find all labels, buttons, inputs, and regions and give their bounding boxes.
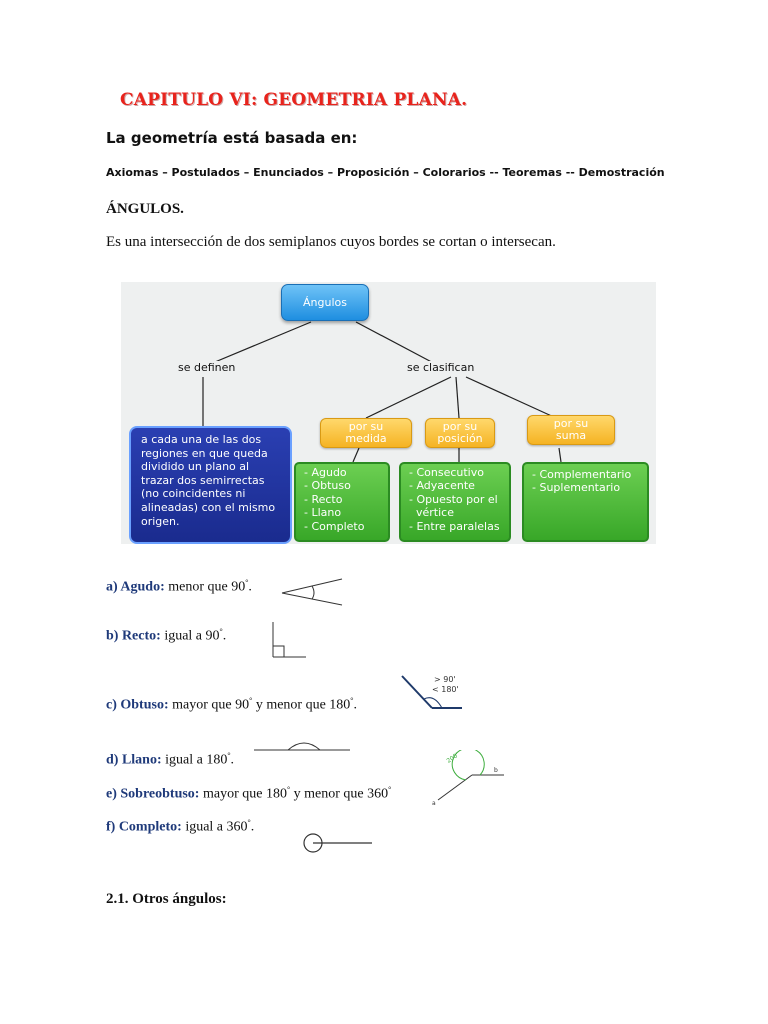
angle-label: a) Agudo: — [106, 579, 165, 595]
angle-text: y menor que 360 — [290, 786, 389, 802]
category-label: por su — [553, 417, 589, 430]
list-item: - Recto — [304, 492, 343, 506]
definition-box — [129, 426, 292, 544]
angle-agudo — [106, 578, 252, 596]
angle-label: c) Obtuso: — [106, 697, 169, 713]
angle-text: igual a 90 — [160, 628, 220, 644]
definition-line: alineadas) con el mismo — [141, 500, 276, 514]
angle-text: mayor que 90 — [168, 697, 250, 713]
degree-mark: ° — [247, 818, 251, 827]
angle-label: b) Recto: — [106, 628, 161, 644]
degree-mark: ° — [388, 785, 392, 794]
category-medida — [320, 418, 412, 448]
concepts-line: Axiomas – Postulados – Enunciados – Proposición – Colorarios -- Teoremas -- Demostración — [106, 166, 665, 179]
concept-map — [121, 282, 656, 544]
category-label: posición — [437, 432, 483, 445]
items-medida — [294, 462, 390, 542]
list-item: - Complementario — [532, 468, 632, 481]
reflex-angle-figure — [428, 750, 508, 810]
list-item: - Obtuso — [304, 479, 351, 493]
subtitle: La geometría está basada en: — [106, 129, 358, 147]
items-suma — [522, 462, 649, 542]
list-item: - Completo — [304, 519, 365, 533]
category-posicion — [425, 418, 495, 448]
angle-tail: . — [250, 819, 255, 835]
definition-line: dividido un plano al — [141, 460, 250, 474]
degree-mark: ° — [227, 751, 231, 760]
degree-mark: ° — [286, 785, 291, 794]
angle-sobreobtuso — [106, 785, 391, 803]
definition-line: (no coincidentes ni — [141, 487, 246, 501]
degree-mark: ° — [245, 578, 249, 587]
obtuse-gt-label: > 90' — [434, 675, 456, 684]
reflex-a-label: a — [432, 800, 436, 807]
angle-text: y menor que 180 — [252, 697, 351, 713]
degree-mark: ° — [350, 696, 354, 705]
branch-right-label: se clasifican — [407, 361, 475, 374]
reflex-b-label: b — [494, 767, 498, 774]
list-item: - Entre paralelas — [409, 519, 500, 533]
angle-text: igual a 180 — [161, 752, 228, 768]
angle-text: igual a 360 — [181, 819, 248, 835]
definition-line: trazar dos semirrectas — [141, 473, 265, 487]
angle-obtuso — [106, 696, 357, 714]
category-label: medida — [345, 432, 387, 445]
right-angle-figure — [268, 620, 308, 660]
list-item: - Opuesto por el — [409, 492, 498, 506]
category-label: por su — [442, 420, 478, 433]
angle-text: menor que 90 — [164, 579, 246, 595]
definition-line: a cada una de las dos — [141, 433, 262, 446]
angle-label: d) Llano: — [106, 752, 162, 768]
angle-tail: . — [222, 628, 227, 644]
reflex-arc-label: 200' — [445, 751, 461, 765]
angulos-definition: Es una intersección de dos semiplanos cuyos bordes se cortan o intersecan. — [106, 234, 556, 250]
acute-angle-figure — [278, 575, 348, 611]
angle-tail: . — [230, 752, 235, 768]
category-label: por su — [348, 420, 384, 433]
definition-line: regiones en que queda — [141, 446, 268, 460]
list-item: - Consecutivo — [409, 466, 484, 479]
degree-mark: ° — [219, 627, 223, 636]
angle-label: f) Completo: — [106, 819, 182, 835]
branch-left-label: se definen — [178, 361, 236, 374]
items-posicion — [399, 462, 511, 542]
list-item: - Llano — [304, 506, 342, 520]
category-suma — [527, 415, 615, 445]
angle-tail: . — [248, 579, 252, 595]
root-node: Ángulos — [281, 284, 369, 321]
category-label: suma — [555, 429, 587, 442]
chapter-title: CAPITULO VI: GEOMETRIA PLANA. — [120, 90, 468, 110]
list-item: - Adyacente — [409, 479, 475, 493]
angle-label: e) Sobreobtuso: — [106, 786, 200, 802]
degree-mark: ° — [249, 696, 253, 705]
angle-completo — [106, 818, 254, 836]
list-item: - Agudo — [304, 466, 347, 479]
obtuse-lt-label: < 180' — [432, 685, 459, 694]
otros-angulos-heading: 2.1. Otros ángulos: — [106, 891, 227, 907]
angle-text: mayor que 180 — [199, 786, 287, 802]
list-item: - Suplementario — [532, 481, 621, 495]
obtuse-angle-figure — [398, 672, 466, 714]
angle-tail: . — [353, 697, 357, 713]
list-item: vértice — [409, 506, 454, 520]
angle-llano — [106, 751, 234, 769]
angulos-heading: ÁNGULOS. — [106, 201, 184, 217]
definition-line: origen. — [141, 514, 180, 528]
straight-angle-figure — [252, 736, 352, 756]
full-angle-figure — [300, 830, 374, 856]
angle-recto — [106, 627, 226, 645]
